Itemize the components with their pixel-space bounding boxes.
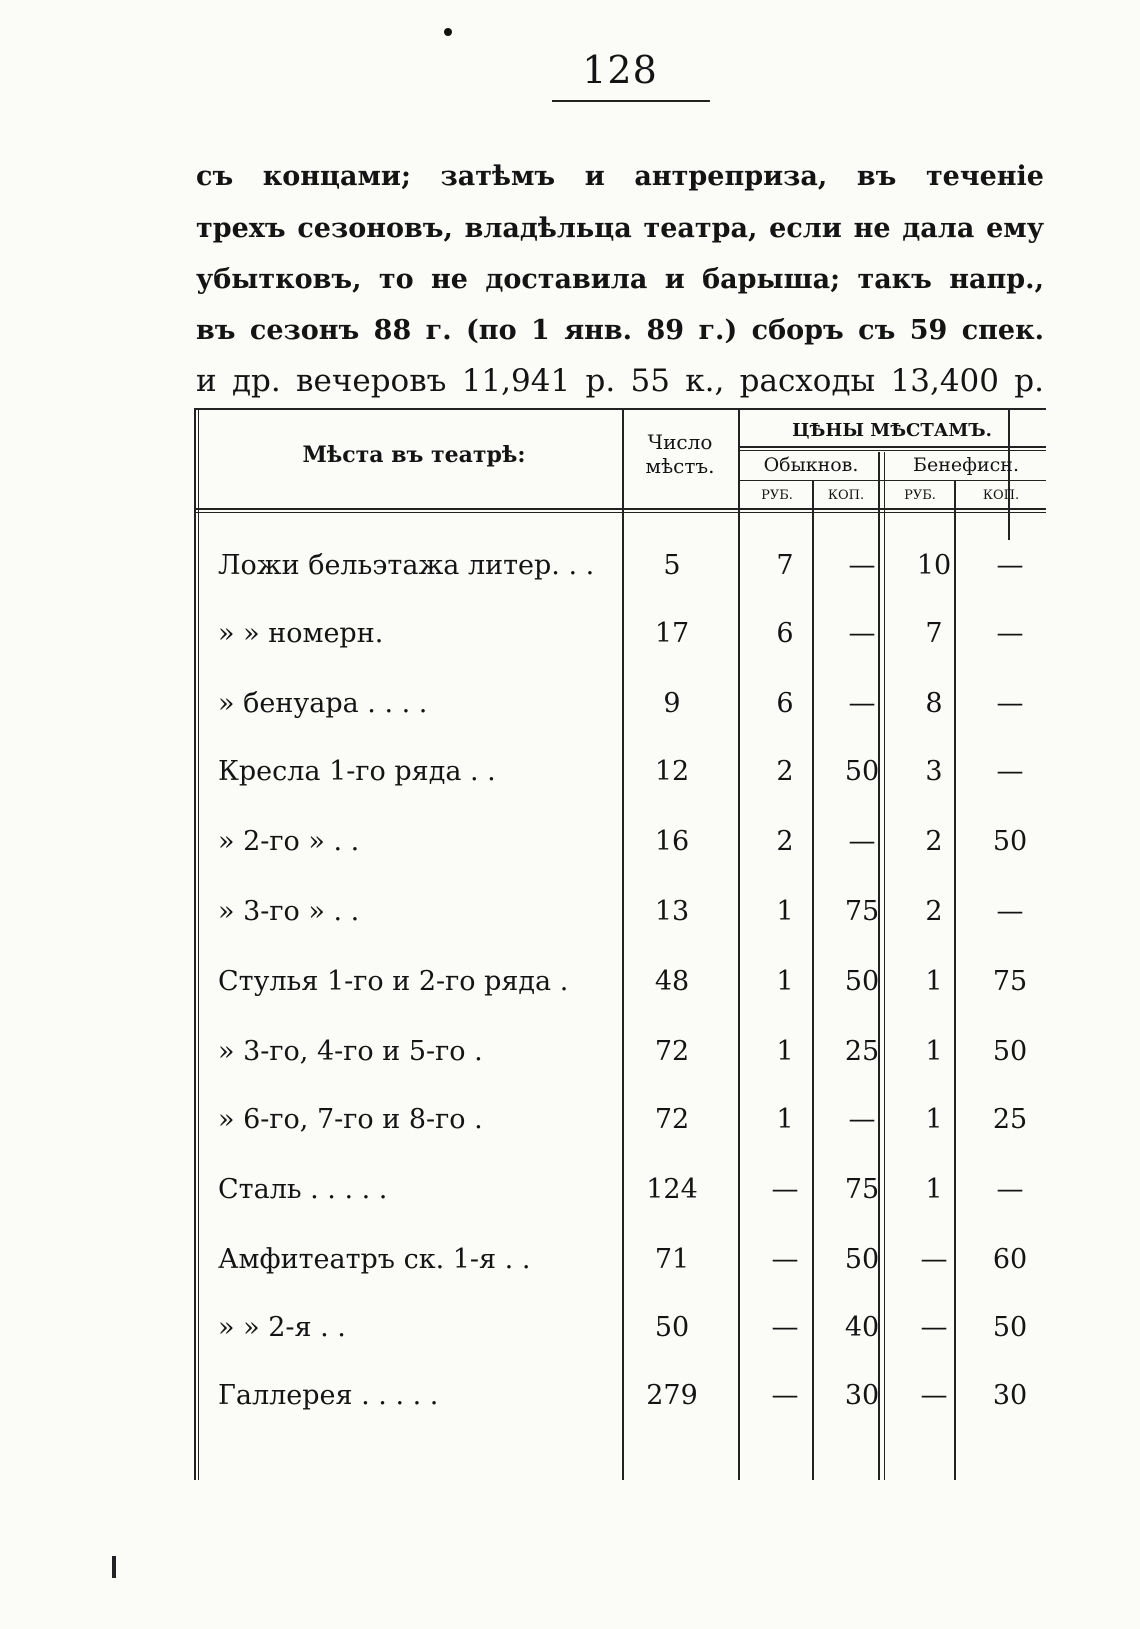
place-name: » бенуара . . . . <box>218 688 428 719</box>
ordinary-rub: 1 <box>776 1104 794 1135</box>
benefit-rub: — <box>920 1244 948 1275</box>
benefit-kop: — <box>996 550 1024 581</box>
benefit-kop: 50 <box>992 826 1028 857</box>
header-kop: КОП. <box>982 488 1020 503</box>
ordinary-kop: 75 <box>844 896 880 927</box>
header-kop: КОП. <box>827 488 865 503</box>
place-name: » 3-го » . . <box>218 896 360 927</box>
place-name: Сталь . . . . . <box>218 1174 388 1205</box>
table-row <box>194 1100 1046 1140</box>
table-row <box>194 892 1046 932</box>
ordinary-kop: 25 <box>844 1036 880 1067</box>
header-benefit: Бенефисн. <box>913 454 1019 476</box>
benefit-rub: — <box>920 1312 948 1343</box>
seat-count: 13 <box>654 896 690 927</box>
table-row <box>194 614 1046 654</box>
header-places: Мѣста въ театрѣ: <box>302 442 526 468</box>
ordinary-kop: — <box>848 826 876 857</box>
benefit-rub: 10 <box>916 550 952 581</box>
benefit-kop: 30 <box>992 1380 1028 1411</box>
ordinary-kop: 40 <box>844 1312 880 1343</box>
table-rule <box>738 446 1046 448</box>
ordinary-kop: 50 <box>844 966 880 997</box>
table-rule <box>194 508 1046 510</box>
benefit-rub: 1 <box>925 1174 943 1205</box>
ordinary-rub: — <box>771 1244 799 1275</box>
benefit-rub: 2 <box>925 896 943 927</box>
seat-count: 17 <box>654 618 690 649</box>
header-prices: ЦѢНЫ МѢСТАМЪ. <box>792 420 992 441</box>
place-name: » » 2-я . . <box>218 1312 346 1343</box>
benefit-rub: 3 <box>925 756 943 787</box>
place-name: » » номерн. <box>218 618 384 649</box>
benefit-kop: — <box>996 1174 1024 1205</box>
place-name: Стулья 1-го и 2-го ряда . <box>218 966 569 997</box>
table-row <box>194 752 1046 792</box>
paragraph-line: съ концами; затѣмъ и антреприза, въ теченіе <box>196 161 1044 192</box>
seat-count: 72 <box>654 1036 690 1067</box>
seat-count: 279 <box>646 1380 698 1411</box>
table-row <box>194 822 1046 862</box>
place-name: Кресла 1-го ряда . . <box>218 756 496 787</box>
benefit-rub: 1 <box>925 1104 943 1135</box>
benefit-kop: — <box>996 618 1024 649</box>
ordinary-rub: 6 <box>776 688 794 719</box>
seat-count: 50 <box>654 1312 690 1343</box>
place-name: » 6-го, 7-го и 8-го . <box>218 1104 483 1135</box>
table-row <box>194 1170 1046 1210</box>
benefit-rub: 1 <box>925 1036 943 1067</box>
seat-count: 16 <box>654 826 690 857</box>
ordinary-rub: 1 <box>776 1036 794 1067</box>
table-row <box>194 1308 1046 1348</box>
margin-mark <box>112 1556 116 1578</box>
benefit-rub: 1 <box>925 966 943 997</box>
ordinary-kop: 50 <box>844 756 880 787</box>
ordinary-kop: 30 <box>844 1380 880 1411</box>
benefit-kop: 60 <box>992 1244 1028 1275</box>
table-row <box>194 546 1046 586</box>
table-rule <box>738 480 1046 481</box>
ordinary-rub: — <box>771 1174 799 1205</box>
table-row <box>194 684 1046 724</box>
benefit-kop: — <box>996 756 1024 787</box>
page-number: 128 <box>582 48 658 92</box>
paragraph-line: убытковъ, то не доставила и барыша; такъ напр., <box>196 264 1044 295</box>
table-rule <box>194 408 1046 410</box>
seat-count: 71 <box>654 1244 690 1275</box>
table-row <box>194 1240 1046 1280</box>
table-row <box>194 1376 1046 1416</box>
benefit-kop: — <box>996 688 1024 719</box>
ordinary-kop: — <box>848 618 876 649</box>
ordinary-kop: — <box>848 688 876 719</box>
benefit-kop: 50 <box>992 1036 1028 1067</box>
place-name: » 2-го » . . <box>218 826 360 857</box>
ink-dot <box>444 28 452 36</box>
ordinary-kop: 75 <box>844 1174 880 1205</box>
seat-count: 9 <box>663 688 681 719</box>
ordinary-rub: — <box>771 1380 799 1411</box>
ordinary-kop: — <box>848 1104 876 1135</box>
seat-count: 48 <box>654 966 690 997</box>
ordinary-rub: 6 <box>776 618 794 649</box>
place-name: Ложи бельэтажа литер. . . <box>218 550 595 581</box>
paragraph-line: трехъ сезоновъ, владѣльца театра, если не дала ему <box>196 213 1044 244</box>
table-rule <box>194 512 1046 513</box>
paragraph-line: въ сезонъ 88 г. (по 1 янв. 89 г.) сборъ съ 59 спек. <box>196 315 1044 346</box>
header-ordinary: Обыкнов. <box>763 454 859 476</box>
ordinary-rub: — <box>771 1312 799 1343</box>
prices-table <box>194 408 1046 1480</box>
seat-count: 5 <box>663 550 681 581</box>
ordinary-kop: 50 <box>844 1244 880 1275</box>
header-rub: РУБ. <box>904 488 936 503</box>
ordinary-rub: 7 <box>776 550 794 581</box>
benefit-rub: 2 <box>925 826 943 857</box>
table-row <box>194 962 1046 1002</box>
table-rule <box>738 450 1046 451</box>
benefit-kop: — <box>996 896 1024 927</box>
benefit-kop: 25 <box>992 1104 1028 1135</box>
ordinary-rub: 1 <box>776 896 794 927</box>
benefit-rub: — <box>920 1380 948 1411</box>
ordinary-rub: 1 <box>776 966 794 997</box>
header-rub: РУБ. <box>761 488 793 503</box>
place-name: » 3-го, 4-го и 5-го . <box>218 1036 483 1067</box>
seat-count: 72 <box>654 1104 690 1135</box>
ordinary-kop: — <box>848 550 876 581</box>
header-count-line1: Число <box>647 430 713 454</box>
place-name: Амфитеатръ ск. 1-я . . <box>218 1244 531 1275</box>
benefit-kop: 50 <box>992 1312 1028 1343</box>
page-number-rule <box>552 100 710 102</box>
table-row <box>194 1032 1046 1072</box>
benefit-rub: 8 <box>925 688 943 719</box>
benefit-rub: 7 <box>925 618 943 649</box>
paragraph-line: и др. вечеровъ 11,941 р. 55 к., расходы 13,400 р. <box>196 363 1044 399</box>
benefit-kop: 75 <box>992 966 1028 997</box>
place-name: Галлерея . . . . . <box>218 1380 439 1411</box>
ordinary-rub: 2 <box>776 756 794 787</box>
ordinary-rub: 2 <box>776 826 794 857</box>
seat-count: 12 <box>654 756 690 787</box>
seat-count: 124 <box>646 1174 698 1205</box>
header-count-line2: мѣстъ. <box>645 454 715 478</box>
